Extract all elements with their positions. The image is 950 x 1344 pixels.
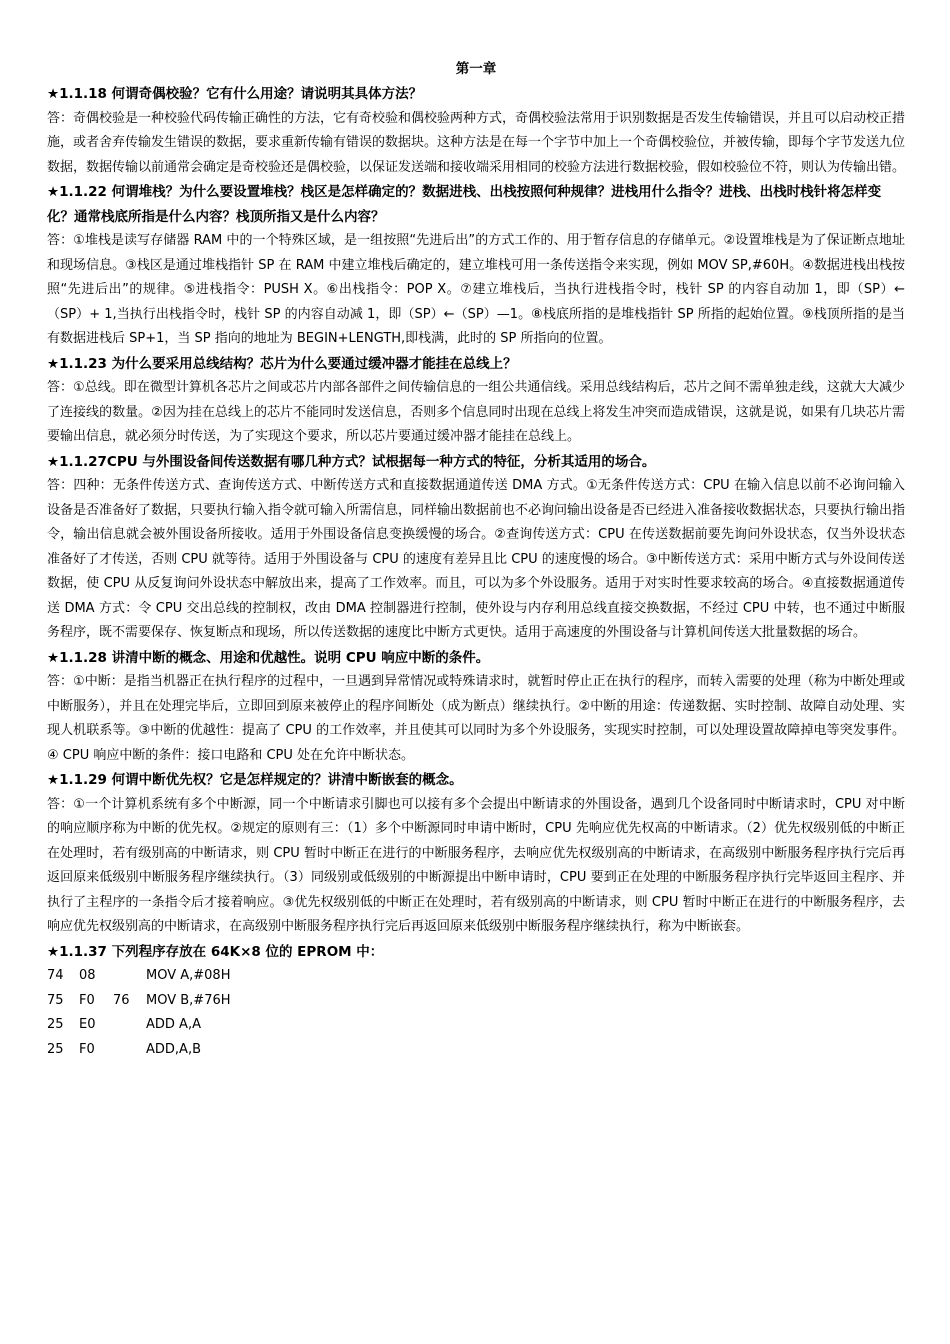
code-instruction: ADD A,A bbox=[146, 1017, 201, 1032]
code-instruction: MOV A,#08H bbox=[146, 968, 231, 983]
question-1-1-37: ★1.1.37 下列程序存放在 64K×8 位的 EPROM 中： bbox=[47, 943, 384, 960]
code-line bbox=[47, 989, 905, 1014]
question-1-1-22: ★1.1.22 何谓堆栈？为什么要设置堆栈？栈区是怎样确定的？数据进栈、出栈按照何种规律？进栈用什么指令？进栈、出栈时栈针将怎样变化？通常栈底所指是什么内容？栈顶所指又是什么内容？ bbox=[47, 184, 882, 225]
code-byte-1: 25 bbox=[47, 1017, 64, 1032]
code-byte-2: E0 bbox=[79, 1017, 96, 1032]
code-byte-2: F0 bbox=[79, 1041, 95, 1057]
code-line bbox=[47, 1038, 905, 1063]
answer-1-1-27: 答：四种：无条件传送方式、查询传送方式、中断传送方式和直接数据通道传送 DMA 方式。①无条件传送方式：CPU 在输入信息以前不必询问输入设备是否准备好了数据，只要执行输入指令就可输入所需信息，同样输出数据前也不必询问输出设备是否已经进入准备接收数据状态，只要执行输出指令，输出信息就会被外围设备所接收。适用于外围设备信息变换缓慢的场合。②查询传送方式：CPU 在传送数据前要先询问外设状态，仅当外设状态准备好了才传送，否则 CPU 就等待。适用于外围设备与 CPU 的速度有差异且比 CPU 的速度慢的场合。③中断传送方式：采用中断方式与外设间传送数据，使 CPU 从反复询问外设状态中解放出来，提高了工作效率。而且，可以为多个外设服务。适用于对实时性要求较高的场合。④直接数据通道传送 DMA 方式：令 CPU 交出总线的控制权，改由 DMA 控制器进行控制，使外设与内存利用总线直接交换数据，不经过 CPU 中转，也不通过中断服务程序，既不需要保存、恢复断点和现场，所以传送数据的速度比中断方式更快。适用于高速度的外围设备与计算机间传送大批量数据的场合。 bbox=[47, 478, 906, 640]
code-byte-3: 76 bbox=[113, 992, 130, 1008]
answer-1-1-29: 答：①一个计算机系统有多个中断源，同一个中断请求引脚也可以接有多个会提出中断请求的外围设备，遇到几个设备同时中断请求时，CPU 对中断的响应顺序称为中断的优先权。②规定的原则有三：（1）多个中断源同时申请中断时，CPU 先响应优先权高的中断请求。（2）优先权级别低的中断正在处理时，若有级别高的中断请求，则 CPU 暂时中断正在进行的中断服务程序，去响应优先权级别高的中断请求，在高级别中断服务程序执行完后再返回原来低级别中断服务程序继续执行。（3）同级别或低级别的中断源提出中断申请时，CPU 要到正在处理的中断服务程序执行完毕返回主程序、并执行了主程序的一条指令后才接着响应。③优先权级别低的中断正在处理时，若有级别高的中断请求，则 CPU 暂时中断正在进行的中断服务程序，去响应优先权级别高的中断请求，在高级别中断服务程序执行完后再返回原来低级别中断服务程序继续执行，称为中断嵌套。 bbox=[47, 796, 905, 934]
answer-1-1-18: 答：奇偶校验是一种校验代码传输正确性的方法，它有奇校验和偶校验两种方式，奇偶校验法常用于识别数据是否发生传输错误，并且可以启动校正措施，或者舍弃传输发生错误的数据，要求重新传输有错误的数据块。这种方法是在每一个字节中加上一个奇偶校验位，并被传输，即每个字节发送九位数据，数据传输以前通常会确定是奇校验还是偶校验，以保证发送端和接收端采用相同的校验方法进行数据校验，假如校验位不符，则认为传输出错。 bbox=[47, 110, 906, 175]
code-instruction: ADD,A,B bbox=[146, 1041, 201, 1057]
code-byte-1: 75 bbox=[47, 992, 64, 1008]
answer-1-1-23: 答：①总线。即在微型计算机各芯片之间或芯片内部各部件之间传输信息的一组公共通信线。采用总线结构后，芯片之间不需单独走线，这就大大减少了连接线的数量。②因为挂在总线上的芯片不能同时发送信息，否则多个信息同时出现在总线上将发生冲突而造成错误，这就是说，如果有几块芯片需要输出信息，就必须分时传送，为了实现这个要求，所以芯片要通过缓冲器才能挂在总线上。 bbox=[47, 380, 905, 444]
question-1-1-28: ★1.1.28 讲清中断的概念、用途和优越性。说明 CPU 响应中断的条件。 bbox=[47, 649, 490, 666]
question-1-1-29: ★1.1.29 何谓中断优先权？它是怎样规定的？讲清中断嵌套的概念。 bbox=[47, 772, 463, 788]
answer-1-1-22: 答：①堆栈是读写存储器 RAM 中的一个特殊区域，是一组按照“先进后出”的方式工作的、用于暂存信息的存储单元。②设置堆栈是为了保证断点地址和现场信息。③栈区是通过堆栈指针 SP 在 RAM 中建立堆栈后确定的，建立堆栈可用一条传送指令来实现，例如 MOV SP,#60H。④数据进栈出栈按照“先进后出”的规律。⑤进栈指令：PUSH X。⑥出栈指令：POP X。⑦建立堆栈后，当执行进栈指令时，栈针 SP 的内容自动加 1，即（SP）←（SP）+ 1,当执行出栈指令时，栈针 SP 的内容自动减 1，即（SP）←（SP）—1。⑧栈底所指的是堆栈指针 SP 所指的起始位置。⑨栈顶所指的是当有数据进栈后 SP+1，当 SP 指向的地址为 BEGIN+LENGTH,即栈满，此时的 SP 所指向的位置。 bbox=[47, 233, 905, 346]
chapter-title: 第一章 bbox=[455, 61, 497, 77]
code-byte-2: F0 bbox=[79, 992, 95, 1008]
question-1-1-18: ★1.1.18 何谓奇偶校验？它有什么用途？请说明其具体方法？ bbox=[47, 86, 423, 102]
code-byte-1: 25 bbox=[47, 1041, 64, 1057]
code-line bbox=[47, 1013, 905, 1038]
question-1-1-27: ★1.1.27CPU 与外围设备间传送数据有哪几种方式？试根据每一种方式的特征，分析其适用的场合。 bbox=[47, 453, 656, 470]
code-line bbox=[47, 964, 905, 989]
code-byte-1: 74 bbox=[47, 968, 64, 983]
answer-1-1-28: 答：①中断：是指当机器正在执行程序的过程中，一旦遇到异常情况或特殊请求时，就暂时停止正在执行的程序，而转入需要的处理（称为中断处理或中断服务），并且在处理完毕后，立即回到原来被停止的程序间断处（成为断点）继续执行。②中断的用途：传递数据、实时控制、故障自动处理、实现人机联系等。③中断的优越性：提高了 CPU 的工作效率，并且使其可以同时为多个外设服务，实现实时控制，可以处理设置故障掉电等突发事件。④ CPU 响应中断的条件：接口电路和 CPU 处在允许中断状态。 bbox=[47, 674, 905, 763]
code-instruction: MOV B,#76H bbox=[146, 992, 231, 1008]
question-1-1-23: ★1.1.23 为什么要采用总线结构？芯片为什么要通过缓冲器才能挂在总线上？ bbox=[47, 355, 517, 372]
code-byte-2: 08 bbox=[79, 968, 96, 983]
program-listing bbox=[47, 964, 905, 1062]
document-page bbox=[47, 56, 905, 1062]
